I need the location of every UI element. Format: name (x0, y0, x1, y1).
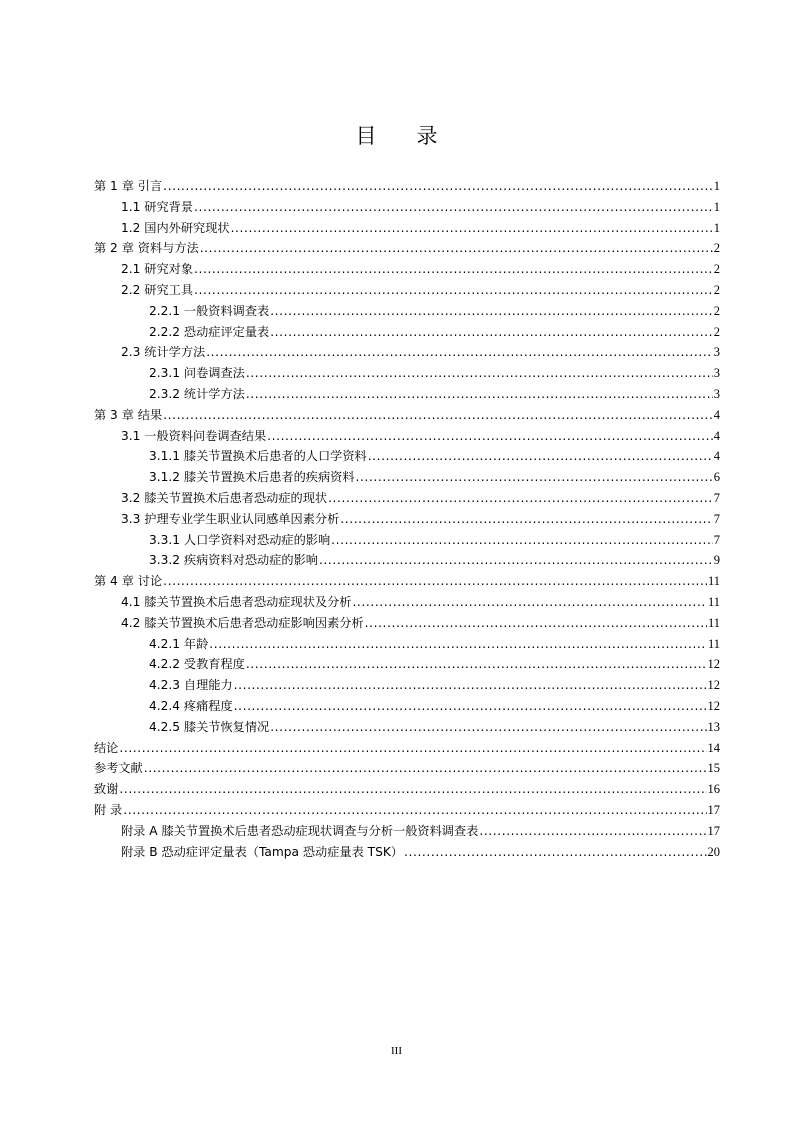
toc-entry[interactable] (94, 218, 720, 239)
toc-entry-label: 4.2.5 膝关节恢复情况 (149, 719, 270, 734)
toc-leader-dots (319, 550, 713, 571)
toc-entry-page: 7 (713, 511, 720, 526)
toc-entry[interactable] (94, 301, 720, 322)
toc-entry-label: 附录 B 恐动症评定量表（Tampa 恐动症量表 TSK） (121, 844, 404, 859)
toc-entry[interactable] (94, 238, 720, 259)
toc-entry-page: 12 (707, 657, 720, 672)
toc-leader-dots (119, 738, 706, 759)
toc-entry[interactable] (94, 821, 720, 842)
toc-entry-label: 4.2 膝关节置换术后患者恐动症影响因素分析 (121, 615, 364, 630)
toc-entry-label: 2.3.1 问卷调查法 (149, 366, 245, 381)
toc-entry-label: 2.3 统计学方法 (121, 345, 206, 360)
toc-leader-dots (246, 654, 707, 675)
toc-entry-page: 2 (713, 262, 720, 277)
toc-entry[interactable] (94, 259, 720, 280)
toc-entry-label: 结论 (94, 740, 119, 755)
toc-entry[interactable] (94, 675, 720, 696)
table-of-contents (94, 176, 720, 862)
toc-entry-page: 3 (713, 366, 720, 381)
toc-entry[interactable] (94, 779, 720, 800)
toc-entry-label: 致谢 (94, 782, 119, 797)
toc-entry-label: 2.2.2 恐动症评定量表 (149, 324, 270, 339)
toc-entry-label: 附 录 (94, 802, 123, 817)
toc-entry-page: 11 (707, 594, 720, 609)
toc-leader-dots (231, 218, 713, 239)
toc-entry[interactable] (94, 197, 720, 218)
toc-entry-label: 4.2.1 年龄 (149, 636, 209, 651)
toc-entry-label: 第 3 章 结果 (94, 407, 163, 422)
toc-entry-label: 4.2.3 自理能力 (149, 678, 233, 693)
toc-entry-page: 17 (707, 802, 720, 817)
toc-entry[interactable] (94, 384, 720, 405)
toc-entry-page: 6 (713, 470, 720, 485)
toc-leader-dots (479, 821, 706, 842)
toc-entry-page: 7 (713, 532, 720, 547)
toc-entry-label: 4.1 膝关节置换术后患者恐动症现状及分析 (121, 594, 352, 609)
toc-leader-dots (368, 446, 713, 467)
toc-leader-dots (200, 238, 713, 259)
toc-entry-label: 4.2.2 受教育程度 (149, 657, 245, 672)
page-title: 目录 (355, 124, 478, 148)
toc-leader-dots (194, 197, 713, 218)
toc-entry-page: 12 (707, 678, 720, 693)
toc-leader-dots (194, 259, 713, 280)
toc-leader-dots (267, 426, 713, 447)
page-number: III (391, 1045, 402, 1057)
toc-entry-label: 3.1.1 膝关节置换术后患者的人口学资料 (149, 449, 367, 464)
toc-entry-label: 2.1 研究对象 (121, 262, 194, 277)
toc-entry-label: 3.3 护理专业学生职业认同感单因素分析 (121, 511, 340, 526)
toc-leader-dots (209, 634, 707, 655)
toc-entry[interactable] (94, 322, 720, 343)
toc-entry[interactable] (94, 717, 720, 738)
toc-entry[interactable] (94, 280, 720, 301)
toc-entry[interactable] (94, 488, 720, 509)
toc-leader-dots (119, 779, 706, 800)
toc-leader-dots (144, 758, 707, 779)
toc-entry-page: 4 (713, 428, 720, 443)
toc-entry[interactable] (94, 592, 720, 613)
toc-leader-dots (123, 800, 706, 821)
toc-entry[interactable] (94, 758, 720, 779)
toc-entry-label: 参考文献 (94, 761, 143, 776)
toc-entry-label: 附录 A 膝关节置换术后患者恐动症现状调查与分析一般资料调查表 (121, 823, 479, 838)
toc-entry-page: 9 (713, 553, 720, 568)
toc-entry-page: 15 (707, 761, 720, 776)
toc-entry[interactable] (94, 530, 720, 551)
toc-entry[interactable] (94, 509, 720, 530)
toc-entry-label: 第 4 章 讨论 (94, 574, 163, 589)
toc-entry[interactable] (94, 363, 720, 384)
toc-entry-label: 3.3.1 人口学资料对恐动症的影响 (149, 532, 331, 547)
toc-entry[interactable] (94, 550, 720, 571)
toc-entry-page: 13 (707, 719, 720, 734)
toc-entry-label: 3.1 一般资料问卷调查结果 (121, 428, 267, 443)
toc-leader-dots (270, 717, 706, 738)
toc-entry-label: 第 1 章 引言 (94, 179, 163, 193)
toc-entry-page: 4 (713, 407, 720, 422)
toc-entry-page: 7 (713, 490, 720, 505)
toc-leader-dots (246, 363, 713, 384)
toc-entry[interactable] (94, 634, 720, 655)
toc-entry-page: 2 (713, 282, 720, 297)
toc-entry-page: 1 (713, 220, 720, 235)
toc-entry[interactable] (94, 342, 720, 363)
toc-entry-page: 1 (713, 199, 720, 214)
toc-entry-page: 3 (713, 386, 720, 401)
toc-entry[interactable] (94, 571, 720, 592)
toc-entry-page: 11 (707, 574, 720, 589)
toc-leader-dots (270, 301, 713, 322)
toc-leader-dots (352, 592, 707, 613)
toc-leader-dots (246, 384, 713, 405)
toc-leader-dots (234, 675, 707, 696)
toc-entry[interactable] (94, 696, 720, 717)
toc-entry[interactable] (94, 800, 720, 821)
toc-entry[interactable] (94, 654, 720, 675)
toc-entry-page: 14 (707, 740, 720, 755)
toc-entry-page: 3 (713, 345, 720, 360)
toc-entry-label: 3.1.2 膝关节置换术后患者的疾病资料 (149, 470, 355, 485)
toc-leader-dots (356, 467, 713, 488)
toc-entry[interactable] (94, 467, 720, 488)
toc-entry-label: 4.2.4 疼痛程度 (149, 698, 233, 713)
toc-leader-dots (206, 342, 713, 363)
toc-entry[interactable] (94, 446, 720, 467)
toc-entry-page: 17 (707, 823, 720, 838)
toc-entry[interactable] (94, 426, 720, 447)
toc-entry[interactable] (94, 842, 720, 863)
toc-leader-dots (163, 176, 713, 197)
toc-entry-label: 3.2 膝关节置换术后患者恐动症的现状 (121, 490, 328, 505)
toc-entry-page: 11 (707, 615, 720, 630)
toc-entry-label: 第 2 章 资料与方法 (94, 241, 199, 256)
toc-entry-label: 1.1 研究背景 (121, 199, 194, 214)
toc-leader-dots (234, 696, 707, 717)
toc-entry[interactable] (94, 405, 720, 426)
toc-leader-dots (340, 509, 712, 530)
toc-entry-label: 2.2.1 一般资料调查表 (149, 303, 270, 318)
toc-leader-dots (270, 322, 713, 343)
toc-entry-page: 16 (707, 782, 720, 797)
toc-entry-label: 2.3.2 统计学方法 (149, 386, 245, 401)
toc-entry-page: 11 (707, 636, 720, 651)
toc-entry-page: 2 (713, 303, 720, 318)
toc-leader-dots (194, 280, 713, 301)
toc-leader-dots (365, 613, 707, 634)
toc-entry[interactable] (94, 738, 720, 759)
toc-entry[interactable] (94, 176, 720, 197)
toc-entry-page: 4 (713, 449, 720, 464)
toc-leader-dots (163, 571, 707, 592)
toc-leader-dots (328, 488, 713, 509)
toc-entry-page: 12 (707, 698, 720, 713)
toc-entry[interactable] (94, 613, 720, 634)
toc-leader-dots (404, 842, 706, 863)
toc-entry-page: 2 (713, 324, 720, 339)
toc-entry-page: 2 (713, 241, 720, 256)
toc-leader-dots (163, 405, 713, 426)
toc-entry-page: 20 (707, 844, 720, 859)
toc-entry-label: 3.3.2 疾病资料对恐动症的影响 (149, 553, 318, 568)
toc-entry-label: 2.2 研究工具 (121, 282, 194, 297)
toc-leader-dots (331, 530, 713, 551)
toc-entry-label: 1.2 国内外研究现状 (121, 220, 230, 235)
toc-entry-page: 1 (713, 179, 720, 193)
